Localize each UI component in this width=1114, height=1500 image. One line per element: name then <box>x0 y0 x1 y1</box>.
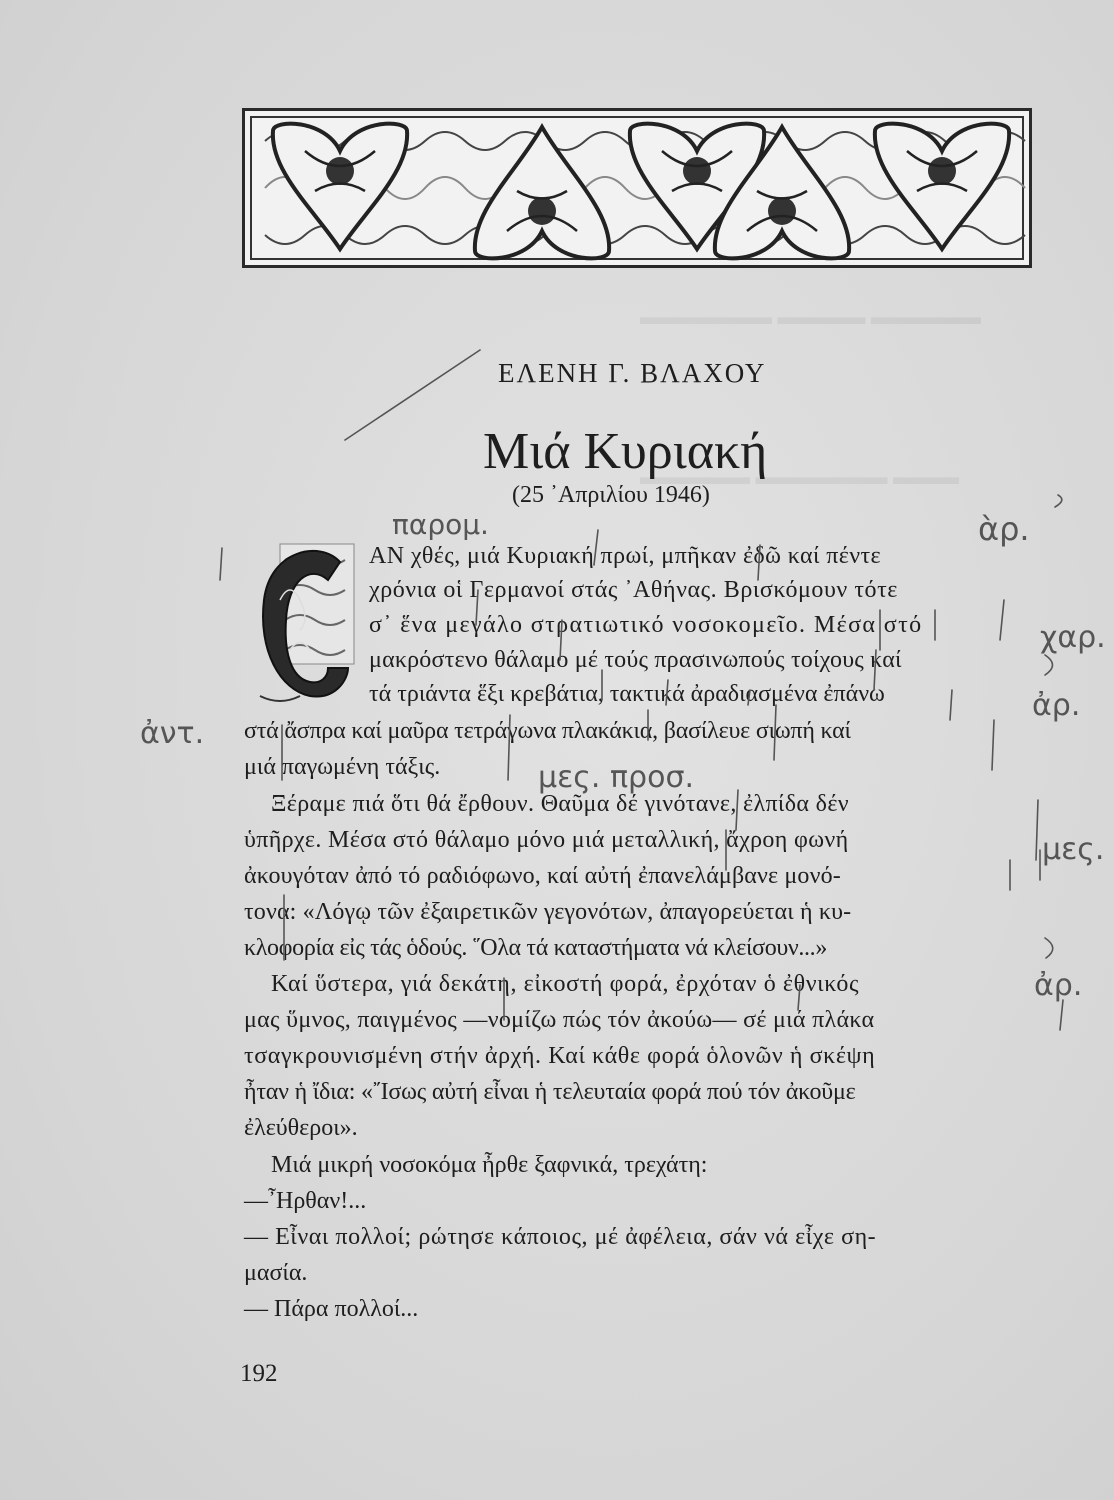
text-line: ὑπῆρχε. Μέσα στό θάλαμο μόνο μιά μεταλλική, ἄχροη φωνή <box>244 827 849 853</box>
story-date: (25 ᾿Απριλίου 1946) <box>512 482 710 508</box>
text-line: —῏Ηρθαν!... <box>244 1188 367 1214</box>
text-line: Μιά μικρή νοσοκόμα ἦρθε ξαφνικά, τρεχάτη: <box>271 1152 708 1178</box>
handwritten-note: παρομ. <box>392 508 489 541</box>
text-line: μας ὕμνος, παιγμένος —νομίζω πώς τόν ἀκούω— σέ μιά πλάκα <box>244 1007 875 1033</box>
text-line: — Πάρα πολλοί... <box>244 1296 419 1322</box>
bleed-through: ▬▬▬▬▬ ▬▬▬▬▬▬ ▬▬▬ <box>640 464 959 489</box>
text-line: ἐλεύθεροι». <box>244 1115 358 1141</box>
text-line: ἦταν ἡ ἴδια: «῎Ισως αὐτή εἶναι ἡ τελευταία φορά πού τόν ἀκοῦμε <box>244 1079 856 1105</box>
author-name: ΕΛΕΝΗ Γ. ΒΛΑΧΟΥ <box>498 358 767 388</box>
text-line: τονα: «Λόγῳ τῶν ἐξαιρετικῶν γεγονότων, ἀπαγορεύεται ἡ κυ- <box>244 899 852 925</box>
text-line: μακρόστενο θάλαμο μέ τούς πρασινωπούς τοίχους καί <box>369 647 902 673</box>
text-line: — Εἶναι πολλοί; ρώτησε κάποιος, μέ ἀφέλεια, σάν νά εἶχε ση- <box>244 1224 877 1250</box>
text-line: τά τριάντα ἕξι κρεβάτια, τακτικά ἀραδιασμένα ἐπάνω <box>369 681 885 707</box>
handwritten-note: μες. <box>1042 832 1105 867</box>
handwritten-note: ἀντ. <box>140 716 205 751</box>
text-line: ἀκουγόταν ἀπό τό ραδιόφωνο, καί αὐτή ἐπανελάμβανε μονό- <box>244 863 841 889</box>
text-line: σ᾿ ἕνα μεγάλο στρατιωτικό νοσοκομεῖο. Μέσα στό <box>369 612 923 638</box>
text-line: Ξέραμε πιά ὅτι θά ἔρθουν. Θαῦμα δέ γινότανε, ἐλπίδα δέν <box>271 791 849 817</box>
handwritten-note: ὰρ. <box>978 510 1030 548</box>
page-number: 192 <box>240 1360 278 1387</box>
text-line: μασία. <box>244 1260 308 1286</box>
story-title: Μιά Κυριακή <box>483 423 768 480</box>
handwritten-note: μες. προσ. <box>538 760 694 795</box>
text-line: κλοφορία εἰς τάς ὁδούς. ῞Ολα τά καταστήματα νά κλείσουν...» <box>244 935 827 961</box>
text-line: Καί ὕστερα, γιά δεκάτη, εἰκοστή φορά, ἐρχόταν ὁ ἐθνικός <box>271 971 860 997</box>
text-line: μιά παγωμένη τάξις. <box>244 754 441 780</box>
bleed-through: ▬▬▬▬▬▬ ▬▬▬▬ ▬▬▬▬▬ <box>640 304 981 329</box>
text-line: χρόνια οἱ Γερμανοί στάς ᾿Αθήνας. Βρισκόμουν τότε <box>369 577 898 603</box>
text-line: ΑΝ χθές, μιά Κυριακή πρωί, μπῆκαν ἐδῶ καί πέντε <box>369 543 882 569</box>
text-line: στά ἄσπρα καί μαῦρα τετράγωνα πλακάκια, βασίλευε σιωπή καί <box>244 718 851 744</box>
handwritten-note: χαρ. <box>1040 620 1106 655</box>
handwritten-note: ἀρ. <box>1034 968 1083 1003</box>
handwritten-note: ἀρ. <box>1032 688 1081 723</box>
text-line: τσαγκρουνισμένη στήν ἀρχή. Καί κάθε φορά ὁλονῶν ἡ σκέψη <box>244 1043 876 1069</box>
